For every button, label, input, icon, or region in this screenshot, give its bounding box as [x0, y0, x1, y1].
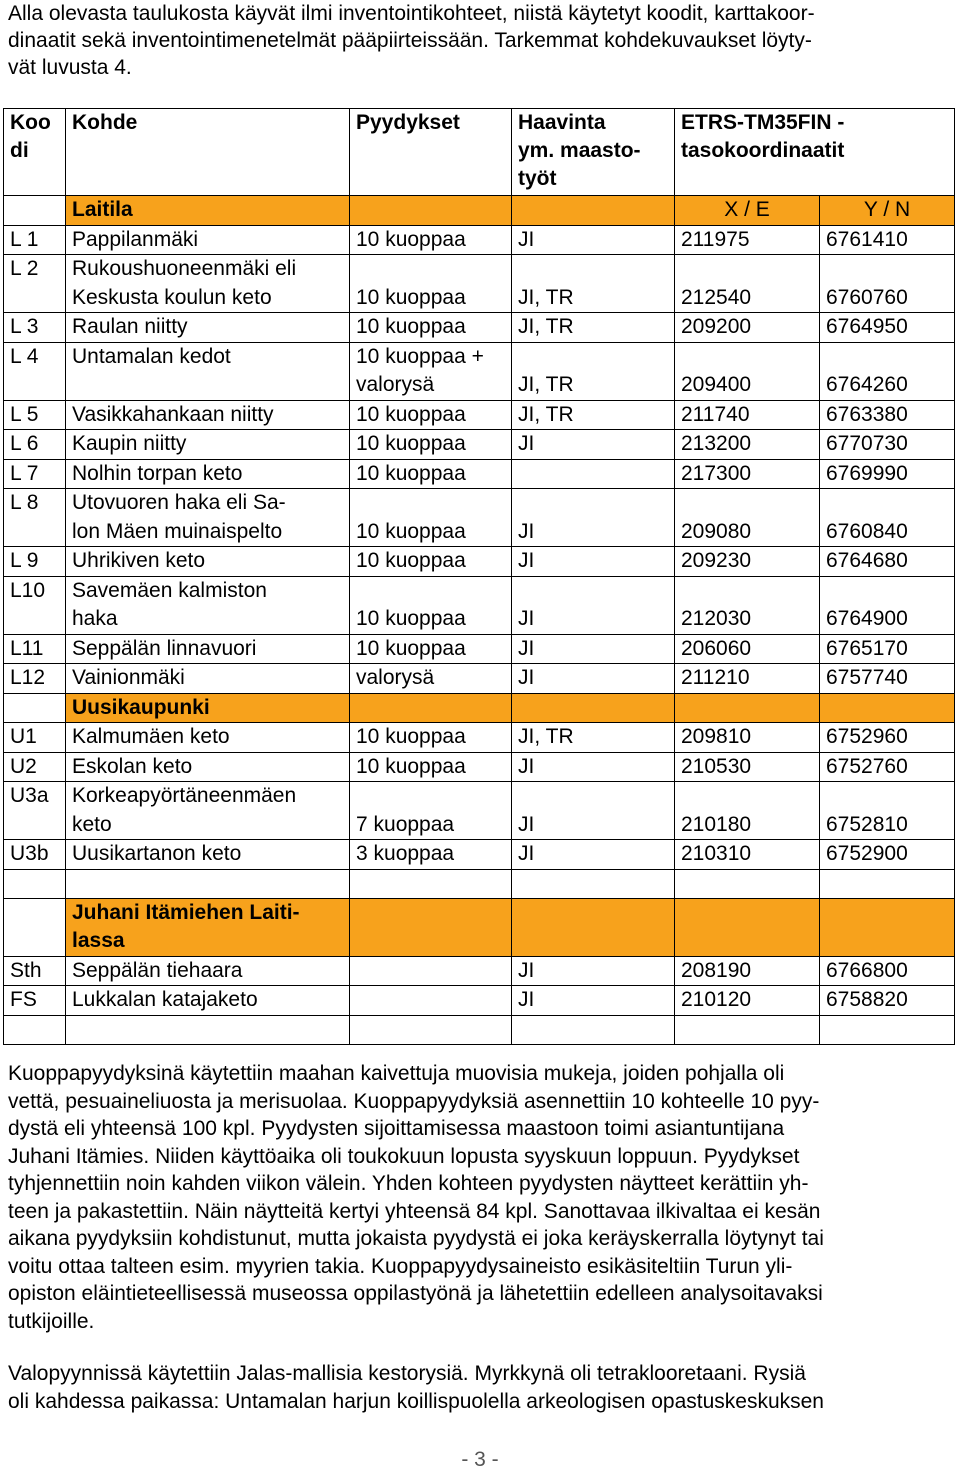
- row-method: JI, TR: [512, 255, 675, 313]
- row-method: JI: [512, 634, 675, 664]
- row-y: 6760760: [820, 255, 955, 313]
- row-y: 6765170: [820, 634, 955, 664]
- row-x: 209400: [675, 342, 820, 400]
- row-name: [66, 430, 350, 460]
- row-name: [66, 255, 350, 313]
- row-code: FS: [4, 986, 66, 1016]
- row-x: 213200: [675, 430, 820, 460]
- row-method: JI, TR: [512, 313, 675, 343]
- table-row: [4, 956, 955, 986]
- row-name-line: Utovuoren haka eli Sa-: [72, 491, 286, 514]
- row-method: JI: [512, 489, 675, 547]
- row-code: U2: [4, 752, 66, 782]
- section-title: Uusikaupunki: [66, 693, 350, 723]
- row-name: [66, 723, 350, 753]
- row-name-line: Raulan niitty: [72, 315, 188, 338]
- row-traps: 7 kuoppaa: [350, 782, 512, 840]
- row-method: [512, 459, 675, 489]
- table-row: [4, 430, 955, 460]
- paragraph-line: voitu ottaa talteen esim. myyrien takia. Kuoppapyydysaineisto esikäsiteltiin Turun yli-: [8, 1254, 793, 1278]
- row-x: 210530: [675, 752, 820, 782]
- table-row: [4, 782, 955, 840]
- table-row: [4, 313, 955, 343]
- intro-line: vät luvusta 4.: [8, 56, 132, 79]
- paragraph-line: Kuoppapyydyksinä käytettiin maahan kaivettuja muovisia mukeja, joiden pohjalla oli: [8, 1062, 785, 1085]
- paragraph-line: Valopyynnissä käytettiin Jalas-mallisia kestorysiä. Myrkkynä oli tetraklooretaani. Rysiä: [8, 1362, 806, 1385]
- row-y: 6764680: [820, 547, 955, 577]
- row-x: 211975: [675, 225, 820, 255]
- row-x: 210180: [675, 782, 820, 840]
- row-traps: 10 kuoppaa: [350, 634, 512, 664]
- row-name-line: Seppälän linnavuori: [72, 636, 257, 660]
- row-name-line: lon Mäen muinaispelto: [72, 519, 283, 543]
- row-traps: 10 kuoppaa: [350, 459, 512, 489]
- table-row: [4, 840, 955, 870]
- row-name: [66, 547, 350, 577]
- paragraph-valopyynti: [8, 1360, 953, 1415]
- row-x: 211210: [675, 664, 820, 694]
- paragraph-line: aikana pyydyksiin kohdistunut, mutta jokaista pyydystä ei joka keräyskerralla löytynyt tai: [8, 1227, 824, 1250]
- row-traps: [350, 986, 512, 1016]
- row-name-line: Uusikartanon keto: [72, 842, 242, 865]
- row-x: 217300: [675, 459, 820, 489]
- row-traps: 10 kuoppaa: [350, 547, 512, 577]
- row-method: JI: [512, 986, 675, 1016]
- row-traps: 10 kuoppaa: [350, 225, 512, 255]
- row-method: JI: [512, 430, 675, 460]
- row-traps: 10 kuoppaa: [350, 400, 512, 430]
- row-name: [66, 225, 350, 255]
- row-y: 6770730: [820, 430, 955, 460]
- row-y: 6764900: [820, 576, 955, 634]
- row-code: L 8: [4, 489, 66, 547]
- row-method: JI: [512, 576, 675, 634]
- header-koodi: Koo di: [4, 109, 66, 196]
- row-y: 6769990: [820, 459, 955, 489]
- row-code: L 4: [4, 342, 66, 400]
- section-row-uusikaupunki: [4, 693, 955, 723]
- row-y: 6764260: [820, 342, 955, 400]
- paragraph-kuoppapyydykset: [8, 1060, 953, 1335]
- row-y: 6764950: [820, 313, 955, 343]
- row-name-line: Kalmumäen keto: [72, 725, 230, 748]
- table-row: [4, 664, 955, 694]
- row-method: JI: [512, 664, 675, 694]
- row-traps: 10 kuoppaa: [350, 489, 512, 547]
- row-y: 6761410: [820, 225, 955, 255]
- row-x: 212540: [675, 255, 820, 313]
- row-name: [66, 752, 350, 782]
- row-x: 212030: [675, 576, 820, 634]
- row-name: [66, 400, 350, 430]
- table-row: [4, 547, 955, 577]
- row-code: U3a: [4, 782, 66, 840]
- row-name: [66, 664, 350, 694]
- row-code: L11: [4, 634, 66, 664]
- row-x: 210310: [675, 840, 820, 870]
- table-row: [4, 255, 955, 313]
- row-traps: [350, 956, 512, 986]
- row-code: L 3: [4, 313, 66, 343]
- row-traps: 10 kuoppaa: [350, 576, 512, 634]
- table-row: [4, 400, 955, 430]
- row-name-line: Pappilanmäki: [72, 227, 199, 251]
- row-method: JI: [512, 840, 675, 870]
- row-name: [66, 986, 350, 1016]
- table-row: [4, 986, 955, 1016]
- table-row: [4, 634, 955, 664]
- table-row: [4, 225, 955, 255]
- header-kohde: Kohde: [66, 109, 350, 196]
- row-traps: 10 kuoppaa: [350, 430, 512, 460]
- row-code: L10: [4, 576, 66, 634]
- row-x: 208190: [675, 956, 820, 986]
- row-code: L 9: [4, 547, 66, 577]
- row-traps: 3 kuoppaa: [350, 840, 512, 870]
- row-name: [66, 313, 350, 343]
- row-traps: 10 kuoppaa + valorysä: [350, 342, 512, 400]
- row-name-line: Untamalan kedot: [72, 344, 231, 368]
- row-name: [66, 342, 350, 400]
- row-method: JI: [512, 782, 675, 840]
- row-traps: 10 kuoppaa: [350, 255, 512, 313]
- row-x: 209810: [675, 723, 820, 753]
- row-name-line: Vasikkahankaan niitty: [72, 402, 274, 426]
- section-title: Juhani Itämiehen Laiti- lassa: [66, 898, 350, 956]
- row-y: 6752810: [820, 782, 955, 840]
- section-title: Laitila: [66, 196, 350, 226]
- x-label: X / E: [675, 196, 820, 226]
- inventory-table: [3, 108, 955, 1045]
- row-code: U3b: [4, 840, 66, 870]
- paragraph-line: teen ja pakastettiin. Näin näytteitä kertyi yhteensä 84 kpl. Sanottavaa ilkivaltaa ei kesän: [8, 1199, 821, 1223]
- row-name-line: Keskusta koulun keto: [72, 285, 272, 309]
- paragraph-line: oli kahdessa paikassa: Untamalan harjun koillispuolella arkeologisen opastuskeskuksen: [8, 1389, 824, 1413]
- table-row: [4, 489, 955, 547]
- row-method: JI: [512, 752, 675, 782]
- row-method: JI, TR: [512, 723, 675, 753]
- row-name: [66, 956, 350, 986]
- row-y: 6766800: [820, 956, 955, 986]
- row-y: 6758820: [820, 986, 955, 1016]
- table-header-row: [4, 109, 955, 196]
- row-name-line: Savemäen kalmiston: [72, 578, 267, 602]
- header-haavinta: Haavinta ym. maasto- työt: [512, 109, 675, 196]
- table-row: [4, 752, 955, 782]
- section-row-laitila: [4, 196, 955, 226]
- row-name-line: Korkeapyörtäneenmäen: [72, 784, 297, 807]
- row-y: 6752760: [820, 752, 955, 782]
- table-row: [4, 723, 955, 753]
- row-y: 6752960: [820, 723, 955, 753]
- intro-paragraph: [8, 0, 948, 81]
- row-name-line: haka: [72, 607, 118, 630]
- row-code: L 2: [4, 255, 66, 313]
- intro-line: Alla olevasta taulukosta käyvät ilmi inventointikohteet, niistä käytetyt koodit, karttakoor-: [8, 2, 815, 25]
- row-x: 210120: [675, 986, 820, 1016]
- row-method: JI, TR: [512, 342, 675, 400]
- row-name: [66, 459, 350, 489]
- paragraph-line: opiston eläintieteellisessä museossa oppilastyönä ja lähetettiin edelleen analysoitavaksi: [8, 1282, 823, 1305]
- row-x: 206060: [675, 634, 820, 664]
- row-code: L 6: [4, 430, 66, 460]
- empty-row: [4, 869, 955, 898]
- table-row: [4, 576, 955, 634]
- row-code: L12: [4, 664, 66, 694]
- paragraph-line: dystä eli yhteensä 100 kpl. Pyydysten sijoittamisessa maastoon toimi asiantuntijana: [8, 1117, 785, 1140]
- row-y: 6763380: [820, 400, 955, 430]
- table-row: [4, 459, 955, 489]
- row-code: Sth: [4, 956, 66, 986]
- row-name: [66, 840, 350, 870]
- row-traps: 10 kuoppaa: [350, 313, 512, 343]
- row-name-line: Nolhin torpan keto: [72, 461, 243, 485]
- paragraph-line: tutkijoille.: [8, 1309, 95, 1333]
- page-number: - 3 -: [461, 1448, 499, 1471]
- row-name-line: Rukoushuoneenmäki eli: [72, 257, 297, 280]
- intro-line: dinaatit sekä inventointimenetelmät pääpiirteissään. Tarkemmat kohdekuvaukset löyty-: [8, 29, 812, 52]
- row-name-line: Seppälän tiehaara: [72, 958, 243, 982]
- row-code: U1: [4, 723, 66, 753]
- row-code: L 7: [4, 459, 66, 489]
- header-pyydykset: Pyydykset: [350, 109, 512, 196]
- row-traps: 10 kuoppaa: [350, 752, 512, 782]
- row-name-line: Eskolan keto: [72, 754, 193, 778]
- row-x: 209080: [675, 489, 820, 547]
- header-etrs: ETRS-TM35FIN - tasokoordinaatit: [675, 109, 955, 196]
- row-name: [66, 634, 350, 664]
- row-x: 209230: [675, 547, 820, 577]
- row-method: JI, TR: [512, 400, 675, 430]
- row-method: JI: [512, 225, 675, 255]
- row-name-line: Kaupin niitty: [72, 432, 187, 455]
- paragraph-line: vettä, pesuaineliuosta ja merisuolaa. Kuoppapyydyksiä asennettiin 10 kohteelle 10 pyy-: [8, 1089, 820, 1113]
- row-x: 211740: [675, 400, 820, 430]
- row-code: L 1: [4, 225, 66, 255]
- row-name: [66, 782, 350, 840]
- y-label: Y / N: [820, 196, 955, 226]
- row-name: [66, 489, 350, 547]
- row-traps: 10 kuoppaa: [350, 723, 512, 753]
- empty-row: [4, 1015, 955, 1044]
- paragraph-line: tyhjennettiin noin kahden viikon välein. Yhden kohteen pyydysten näytteet kerättiin yh-: [8, 1172, 809, 1195]
- row-name: [66, 576, 350, 634]
- row-name-line: keto: [72, 812, 112, 836]
- row-name-line: Lukkalan katajaketo: [72, 988, 258, 1011]
- section-row-juhani: [4, 898, 955, 956]
- row-code: L 5: [4, 400, 66, 430]
- row-name-line: Vainionmäki: [72, 666, 185, 689]
- row-y: 6757740: [820, 664, 955, 694]
- row-traps: valorysä: [350, 664, 512, 694]
- row-y: 6760840: [820, 489, 955, 547]
- row-method: JI: [512, 547, 675, 577]
- paragraph-line: Juhani Itämies. Niiden käyttöaika oli toukokuun lopusta syyskuun loppuun. Pyydykset: [8, 1144, 800, 1168]
- row-x: 209200: [675, 313, 820, 343]
- row-y: 6752900: [820, 840, 955, 870]
- row-name-line: Uhrikiven keto: [72, 549, 206, 572]
- table-row: [4, 342, 955, 400]
- row-method: JI: [512, 956, 675, 986]
